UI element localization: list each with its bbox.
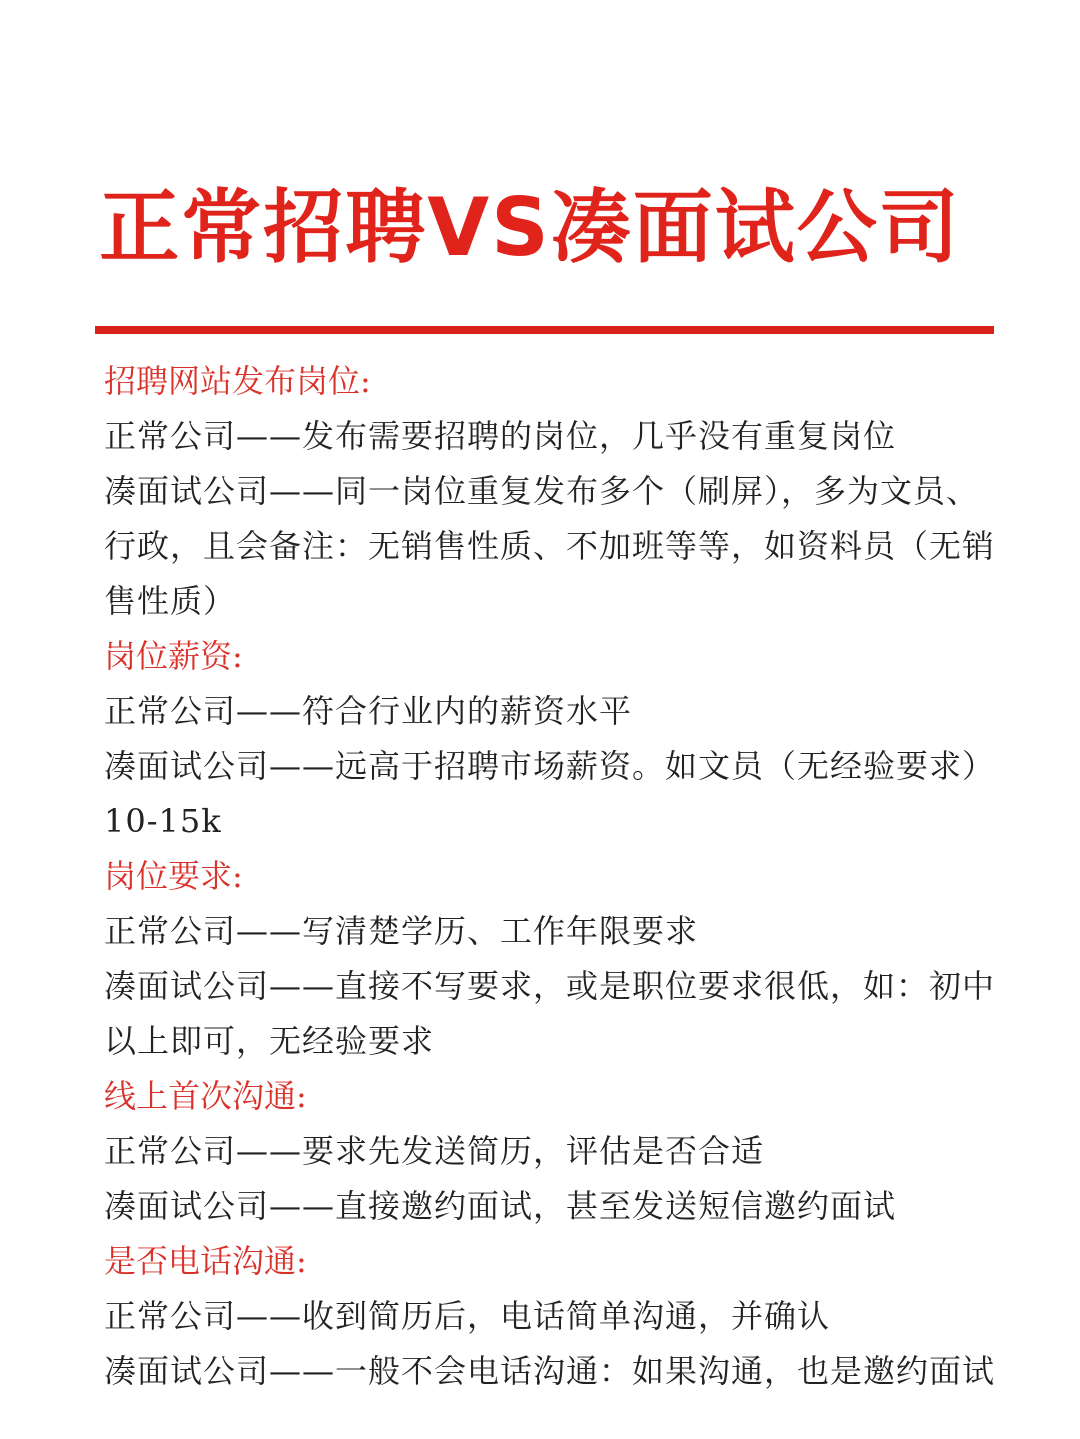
- section-heading: 是否电话沟通:: [104, 1242, 307, 1280]
- fake-company-text: 凑面试公司——直接邀约面试，甚至发送短信邀约面试: [104, 1187, 897, 1225]
- section-heading: 岗位薪资:: [104, 637, 243, 675]
- comparison-content: [104, 354, 1004, 1399]
- normal-company-text: 正常公司——发布需要招聘的岗位，几乎没有重复岗位: [104, 417, 897, 455]
- section-heading: 岗位要求:: [104, 857, 243, 895]
- fake-company-text: 凑面试公司——直接不写要求，或是职位要求很低，如：初中以上即可，无经验要求: [104, 967, 996, 1060]
- title-divider: [95, 326, 994, 334]
- section-heading: 线上首次沟通:: [104, 1077, 307, 1115]
- normal-company-text: 正常公司——符合行业内的薪资水平: [104, 692, 633, 730]
- section-first-contact: [104, 1069, 1004, 1234]
- normal-company-text: 正常公司——要求先发送简历，评估是否合适: [104, 1132, 765, 1170]
- page-title: 正常招聘VS凑面试公司: [99, 181, 961, 274]
- normal-company-text: 正常公司——收到简历后，电话简单沟通，并确认: [104, 1297, 831, 1335]
- section-posting: [104, 354, 1004, 629]
- fake-company-text: 凑面试公司——远高于招聘市场薪资。如文员（无经验要求）10-15k: [104, 747, 996, 840]
- section-heading: 招聘网站发布岗位:: [104, 362, 371, 400]
- section-phone-contact: [104, 1234, 1004, 1399]
- section-salary: [104, 629, 1004, 849]
- fake-company-text: 凑面试公司——一般不会电话沟通：如果沟通，也是邀约面试: [104, 1352, 996, 1390]
- section-requirements: [104, 849, 1004, 1069]
- fake-company-text: 凑面试公司——同一岗位重复发布多个（刷屏），多为文员、行政，且会备注：无销售性质、不加班等等，如资料员（无销售性质）: [104, 472, 996, 620]
- normal-company-text: 正常公司——写清楚学历、工作年限要求: [104, 912, 699, 950]
